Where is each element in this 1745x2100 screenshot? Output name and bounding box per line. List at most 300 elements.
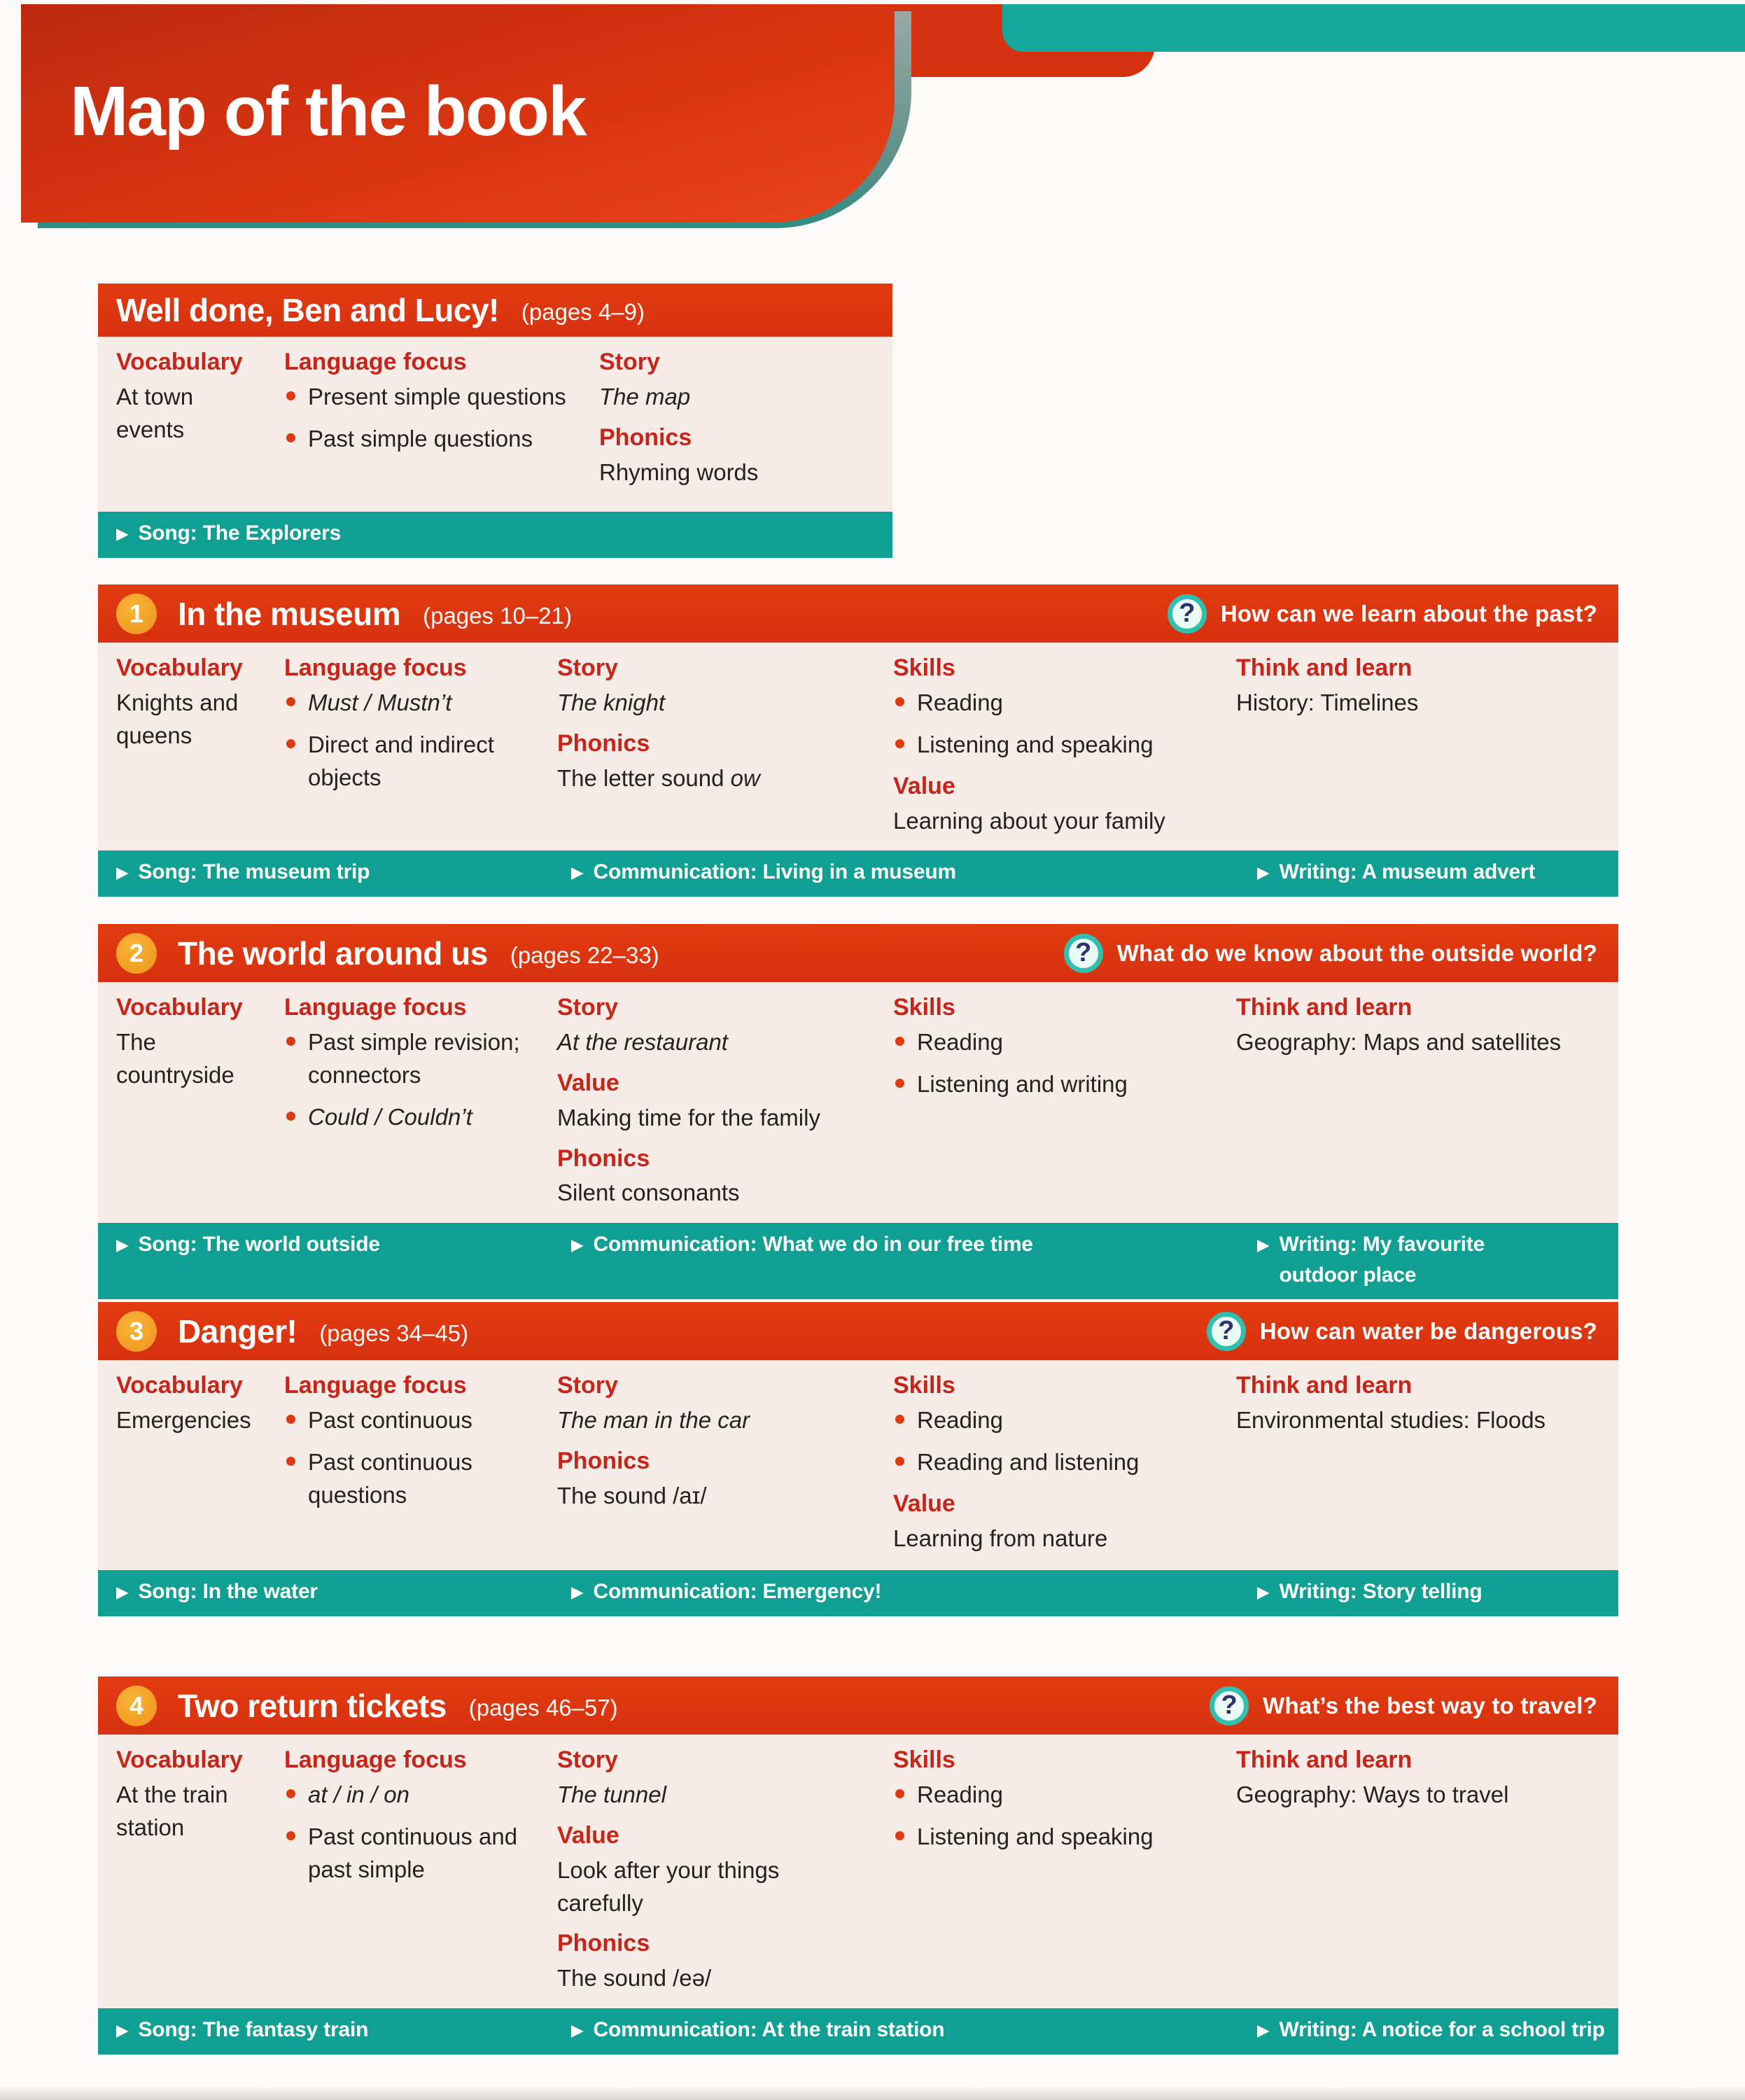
column-heading xyxy=(599,346,862,379)
text-segment: Phonics xyxy=(557,729,650,757)
footer-song xyxy=(116,1576,318,1607)
text-segment: Listening and speaking xyxy=(917,1823,1154,1849)
unit-header xyxy=(98,1676,1618,1735)
footer-cell-2 xyxy=(1257,2015,1611,2045)
text-segment: Think and learn xyxy=(1236,1746,1413,1773)
text-segment: Story xyxy=(557,1746,618,1773)
text-segment: At the restaurant xyxy=(557,1028,728,1055)
text-segment: Geography: Maps and satellites xyxy=(1236,1028,1562,1055)
text-segment: Language focus xyxy=(284,349,467,375)
column-text xyxy=(1236,687,1588,720)
text-segment: Direct and indirect objects xyxy=(308,731,494,790)
unit-question: How can water be dangerous? xyxy=(1259,1317,1597,1344)
unit-body xyxy=(98,982,1618,1223)
bullet-dot-icon xyxy=(895,1037,904,1046)
unit-header xyxy=(98,584,1618,643)
column-heading xyxy=(557,728,869,760)
bullet-text xyxy=(308,423,533,456)
bullet-dot-icon xyxy=(286,739,295,748)
unit-column-1 xyxy=(284,341,599,500)
text-segment: Value xyxy=(557,1069,619,1096)
column-heading xyxy=(1236,1744,1588,1777)
unit-question-group xyxy=(1207,1312,1597,1351)
column-heading xyxy=(284,652,533,685)
bullet-text xyxy=(917,1779,1003,1812)
play-arrow-icon: ▶ xyxy=(1257,863,1270,882)
bullet-dot-icon xyxy=(895,1415,904,1424)
text-segment: Vocabulary xyxy=(116,1746,243,1773)
play-arrow-icon: ▶ xyxy=(1257,1236,1270,1254)
bullet-item xyxy=(893,1821,1212,1854)
column-text xyxy=(116,687,260,752)
bullet-dot-icon xyxy=(895,1789,904,1798)
unit-column-4 xyxy=(1236,1364,1611,1559)
column-text xyxy=(557,762,869,795)
bullet-text xyxy=(308,1101,472,1134)
footer-song xyxy=(116,518,341,549)
play-arrow-icon: ▶ xyxy=(116,1583,129,1601)
column-text xyxy=(116,381,260,447)
column-heading xyxy=(284,1370,533,1402)
unit-pages: (pages 4–9) xyxy=(521,299,645,325)
column-heading xyxy=(116,1744,260,1777)
column-heading xyxy=(116,346,260,379)
text-segment: Past simple revision; connectors xyxy=(308,1028,520,1088)
question-icon: ? xyxy=(1168,594,1207,634)
footer-communication xyxy=(571,2015,944,2045)
footer-writing-text: Writing: A museum advert xyxy=(1279,860,1536,884)
text-segment: At town events xyxy=(116,383,194,442)
text-segment: Reading and listening xyxy=(917,1448,1140,1475)
bullet-dot-icon xyxy=(286,433,295,442)
text-segment: Value xyxy=(893,772,955,799)
bullet-dot-icon xyxy=(286,391,295,400)
unit-question: What do we know about the outside world? xyxy=(1116,939,1597,966)
text-segment: Skills xyxy=(893,654,955,681)
column-text xyxy=(557,1962,869,1995)
bullet-text xyxy=(308,1821,533,1886)
footer-communication-text: Communication: Emergency! xyxy=(593,1580,882,1603)
unit-body xyxy=(98,1735,1618,2008)
column-heading xyxy=(1236,1370,1588,1402)
footer-song xyxy=(116,2015,368,2045)
bullet-text xyxy=(308,1404,472,1437)
unit-column-0 xyxy=(116,1739,284,1997)
footer-cell-0 xyxy=(116,518,885,549)
unit-column-4 xyxy=(1236,986,1611,1212)
play-arrow-icon: ▶ xyxy=(1257,2021,1270,2040)
text-segment: Story xyxy=(557,654,618,681)
text-segment: Environmental studies: Floods xyxy=(1236,1406,1546,1433)
text-segment: Vocabulary xyxy=(116,994,243,1021)
text-segment: ow xyxy=(730,764,760,791)
bullet-item xyxy=(284,1026,533,1092)
bullet-item xyxy=(284,687,533,720)
text-segment: Phonics xyxy=(557,1144,650,1172)
unit-column-4 xyxy=(1236,647,1611,839)
bullet-text xyxy=(308,687,451,720)
question-icon: ? xyxy=(1210,1686,1249,1726)
text-segment: Making time for the family xyxy=(557,1104,820,1130)
unit-column-1 xyxy=(284,986,557,1212)
text-segment: Vocabulary xyxy=(116,654,243,681)
unit-pages: (pages 46–57) xyxy=(468,1694,618,1721)
bullet-item xyxy=(284,1404,533,1437)
bullet-item xyxy=(284,1821,533,1886)
column-text xyxy=(557,1854,869,1920)
text-segment: The sound /eə/ xyxy=(557,1965,712,1991)
bullet-dot-icon xyxy=(286,1037,295,1046)
text-segment: Think and learn xyxy=(1236,1372,1413,1399)
column-text xyxy=(557,1102,869,1135)
bullet-dot-icon xyxy=(895,1079,904,1088)
text-segment: Reading xyxy=(917,1781,1003,1807)
footer-communication-text: Communication: What we do in our free time xyxy=(593,1233,1033,1256)
text-segment: Emergencies xyxy=(116,1406,251,1433)
column-heading xyxy=(284,1744,533,1777)
bullet-dot-icon xyxy=(286,1831,295,1840)
column-heading xyxy=(116,652,260,685)
text-segment: Listening and speaking xyxy=(917,731,1154,757)
unit-block-4 xyxy=(98,1676,1618,2054)
column-heading xyxy=(1236,652,1588,685)
text-segment: Listening and writing xyxy=(917,1070,1128,1097)
unit-title: Two return tickets xyxy=(178,1687,447,1724)
column-text xyxy=(1236,1779,1588,1812)
column-text xyxy=(557,1404,869,1437)
text-segment: Geography: Ways to travel xyxy=(1236,1781,1509,1807)
text-segment: At the train station xyxy=(116,1781,228,1840)
unit-title: Well done, Ben and Lucy! xyxy=(116,292,499,328)
column-heading xyxy=(599,422,862,454)
unit-footer xyxy=(98,1570,1618,1616)
unit-column-1 xyxy=(284,1364,557,1559)
column-heading xyxy=(1236,992,1588,1024)
bullet-text xyxy=(917,1821,1154,1854)
footer-writing xyxy=(1257,1229,1565,1290)
bullet-dot-icon xyxy=(286,1789,295,1798)
unit-block-3 xyxy=(98,1302,1618,1616)
text-segment: Past continuous questions xyxy=(308,1448,472,1508)
unit-column-0 xyxy=(116,1364,284,1559)
unit-pages: (pages 10–21) xyxy=(423,602,572,629)
unit-column-0 xyxy=(116,341,284,500)
unit-column-0 xyxy=(116,986,284,1212)
text-segment: Value xyxy=(893,1490,955,1517)
unit-block-2 xyxy=(98,924,1618,1299)
text-segment: Past continuous xyxy=(308,1406,472,1433)
text-segment: Story xyxy=(557,1372,618,1399)
text-segment: The letter sound xyxy=(557,764,731,791)
unit-question: What’s the best way to travel? xyxy=(1263,1692,1597,1718)
play-arrow-icon: ▶ xyxy=(571,1583,584,1601)
bullet-text xyxy=(308,1026,533,1092)
text-segment: Language focus xyxy=(284,994,467,1021)
unit-column-0 xyxy=(116,647,284,839)
text-segment: The tunnel xyxy=(557,1781,666,1807)
column-heading xyxy=(116,1370,260,1402)
bullet-text xyxy=(917,1068,1128,1101)
bullet-item xyxy=(284,423,575,456)
column-text xyxy=(116,1779,260,1844)
text-segment: Reading xyxy=(917,1028,1003,1055)
footer-cell-0 xyxy=(116,857,571,888)
unit-question-group xyxy=(1168,594,1597,634)
unit-column-2 xyxy=(557,1739,893,1997)
text-segment: Could / Couldn’t xyxy=(308,1103,472,1130)
text-segment: Story xyxy=(557,994,618,1021)
footer-cell-0 xyxy=(116,1576,571,1607)
column-heading xyxy=(893,652,1212,685)
text-segment: Think and learn xyxy=(1236,654,1413,681)
column-heading xyxy=(893,771,1212,803)
bullet-dot-icon xyxy=(895,1831,904,1840)
text-segment: Language focus xyxy=(284,1372,467,1399)
bullet-dot-icon xyxy=(895,1457,904,1466)
unit-footer xyxy=(98,2008,1618,2054)
text-segment: History: Timelines xyxy=(1236,689,1419,715)
bullet-item xyxy=(284,1101,533,1134)
unit-title: In the museum xyxy=(178,595,401,632)
unit-column-3 xyxy=(893,647,1236,839)
play-arrow-icon: ▶ xyxy=(571,1236,584,1254)
column-text xyxy=(116,1404,260,1437)
play-arrow-icon: ▶ xyxy=(1257,1583,1270,1601)
footer-cell-1 xyxy=(571,2015,1257,2045)
unit-column-2 xyxy=(557,1364,893,1559)
footer-song-text: Song: The museum trip xyxy=(138,860,370,884)
unit-column-4 xyxy=(1236,1739,1611,1997)
bullet-text xyxy=(917,1404,1003,1437)
footer-song-text: Song: The world outside xyxy=(138,1233,380,1256)
page-title: Map of the book xyxy=(70,72,586,150)
text-segment: Reading xyxy=(917,689,1003,715)
unit-question-group xyxy=(1210,1686,1597,1726)
unit-footer xyxy=(98,512,892,558)
column-heading xyxy=(557,1928,869,1960)
unit-body xyxy=(98,1360,1618,1570)
bullet-dot-icon xyxy=(895,697,904,706)
bullet-item xyxy=(893,1404,1212,1437)
column-text xyxy=(557,1480,869,1513)
footer-cell-2 xyxy=(1257,1576,1611,1607)
bullet-item xyxy=(893,729,1212,762)
unit-column-2 xyxy=(557,986,893,1212)
column-heading xyxy=(893,992,1212,1024)
unit-body xyxy=(98,643,1618,850)
footer-communication-text: Communication: At the train station xyxy=(593,2018,945,2042)
unit-header xyxy=(98,924,1618,982)
footer-song xyxy=(116,857,370,888)
footer-cell-2 xyxy=(1257,1229,1611,1290)
text-segment: Vocabulary xyxy=(116,349,243,375)
column-heading xyxy=(557,1143,869,1175)
text-segment: Skills xyxy=(893,1746,955,1773)
column-text xyxy=(599,381,862,414)
column-heading xyxy=(557,992,869,1024)
unit-number-badge: 3 xyxy=(116,1311,157,1352)
unit-column-3 xyxy=(893,1364,1236,1559)
bullet-item xyxy=(893,687,1212,720)
bullet-text xyxy=(917,687,1003,720)
unit-header xyxy=(98,1302,1618,1360)
column-text xyxy=(599,456,862,489)
footer-cell-1 xyxy=(571,1576,1257,1607)
unit-pages: (pages 22–33) xyxy=(510,941,659,968)
bullet-dot-icon xyxy=(286,1112,295,1121)
footer-writing-text: Writing: A notice for a school trip xyxy=(1279,2018,1605,2042)
text-segment: Value xyxy=(557,1821,619,1849)
column-text xyxy=(1236,1026,1588,1059)
column-text xyxy=(557,687,869,720)
text-segment: Past simple questions xyxy=(308,425,533,451)
column-heading xyxy=(557,652,869,685)
unit-header xyxy=(98,284,892,337)
bullet-text xyxy=(917,729,1154,762)
unit-number-badge: 1 xyxy=(116,594,157,634)
text-segment: The sound /aɪ/ xyxy=(557,1482,707,1508)
text-segment: Skills xyxy=(893,1372,955,1399)
text-segment: Rhyming words xyxy=(599,458,759,485)
text-segment: Learning about your family xyxy=(893,807,1165,834)
page-bottom-edge xyxy=(0,2086,1745,2100)
footer-communication-text: Communication: Living in a museum xyxy=(593,860,956,884)
bullet-item xyxy=(893,1779,1212,1812)
column-heading xyxy=(557,1446,869,1478)
column-text xyxy=(1236,1404,1588,1437)
text-segment: Look after your things carefully xyxy=(557,1856,780,1916)
column-text xyxy=(557,1779,869,1812)
footer-communication xyxy=(571,857,956,888)
unit-number-badge: 2 xyxy=(116,933,157,974)
text-segment: The man in the car xyxy=(557,1406,750,1433)
footer-writing xyxy=(1257,2015,1605,2045)
play-arrow-icon: ▶ xyxy=(571,863,584,882)
unit-pages: (pages 34–45) xyxy=(319,1320,469,1346)
unit-title: Danger! xyxy=(178,1312,297,1350)
column-heading xyxy=(893,1488,1212,1520)
bullet-item xyxy=(284,381,575,414)
column-text xyxy=(893,805,1212,838)
play-arrow-icon: ▶ xyxy=(571,2021,584,2040)
unit-title: The world around us xyxy=(178,934,488,972)
text-segment: Language focus xyxy=(284,654,467,681)
question-icon: ? xyxy=(1207,1312,1246,1351)
footer-song-text: Song: In the water xyxy=(138,1580,318,1603)
unit-block-1 xyxy=(98,584,1618,897)
bullet-dot-icon xyxy=(895,739,904,748)
play-arrow-icon: ▶ xyxy=(116,1236,129,1254)
bullet-dot-icon xyxy=(286,697,295,706)
unit-column-1 xyxy=(284,1739,557,1997)
column-text xyxy=(557,1026,869,1059)
bullet-text xyxy=(308,381,566,414)
column-heading xyxy=(284,346,575,379)
teal-ribbon xyxy=(1002,4,1745,52)
text-segment: The knight xyxy=(557,689,666,715)
text-segment: The map xyxy=(599,383,691,410)
column-text xyxy=(557,1177,869,1210)
column-heading xyxy=(557,1370,869,1402)
footer-communication xyxy=(571,1576,881,1607)
bullet-item xyxy=(284,1779,533,1812)
text-segment: Think and learn xyxy=(1236,994,1413,1021)
column-heading xyxy=(116,992,260,1024)
unit-block-0 xyxy=(98,284,892,558)
unit-column-2 xyxy=(557,647,893,839)
unit-footer xyxy=(98,1223,1618,1299)
footer-song xyxy=(116,1229,380,1260)
text-segment: at / in / on xyxy=(308,1781,409,1807)
bullet-text xyxy=(917,1446,1139,1479)
bullet-text xyxy=(308,1779,409,1812)
column-text xyxy=(116,1026,260,1092)
text-segment: Vocabulary xyxy=(116,1372,243,1399)
unit-footer xyxy=(98,850,1618,897)
text-segment: Phonics xyxy=(557,1447,650,1474)
text-segment: Silent consonants xyxy=(557,1180,740,1206)
unit-number-badge: 4 xyxy=(116,1686,157,1726)
text-segment: Language focus xyxy=(284,1746,467,1773)
text-segment: The countryside xyxy=(116,1028,234,1088)
unit-column-3 xyxy=(893,1739,1236,1997)
bullet-text xyxy=(308,1446,533,1512)
column-heading xyxy=(893,1744,1212,1777)
footer-writing-text: Writing: My favourite outdoor place xyxy=(1279,1233,1485,1287)
bullet-text xyxy=(917,1026,1003,1059)
bullet-item xyxy=(284,1446,533,1512)
play-arrow-icon: ▶ xyxy=(116,863,129,882)
column-heading xyxy=(557,1068,869,1100)
text-segment: Must / Mustn’t xyxy=(308,689,452,715)
footer-writing xyxy=(1257,1576,1483,1607)
footer-communication xyxy=(571,1229,1033,1260)
text-segment: Knights and queens xyxy=(116,689,239,748)
question-icon: ? xyxy=(1064,934,1103,973)
footer-cell-0 xyxy=(116,2015,571,2045)
footer-cell-1 xyxy=(571,857,1257,888)
text-segment: Phonics xyxy=(557,1930,650,1957)
column-heading xyxy=(284,992,533,1024)
column-heading xyxy=(557,1820,869,1852)
masthead xyxy=(21,4,895,223)
bullet-item xyxy=(893,1068,1212,1101)
text-segment: Skills xyxy=(893,994,955,1021)
unit-column-1 xyxy=(284,647,557,839)
text-segment: Phonics xyxy=(599,424,692,451)
footer-cell-1 xyxy=(571,1229,1257,1260)
unit-column-3 xyxy=(893,986,1236,1212)
bullet-item xyxy=(893,1446,1212,1479)
text-segment: Past continuous and past simple xyxy=(308,1823,518,1882)
footer-song-text: Song: The fantasy train xyxy=(138,2018,369,2042)
bullet-item xyxy=(893,1026,1212,1059)
column-heading xyxy=(893,1370,1212,1402)
footer-writing-text: Writing: Story telling xyxy=(1279,1580,1483,1603)
unit-question: How can we learn about the past? xyxy=(1220,600,1597,626)
unit-column-2 xyxy=(599,341,885,500)
column-text xyxy=(893,1522,1212,1555)
play-arrow-icon: ▶ xyxy=(116,524,129,542)
bullet-dot-icon xyxy=(286,1415,295,1424)
footer-song-text: Song: The Explorers xyxy=(138,522,342,545)
footer-cell-2 xyxy=(1257,857,1611,888)
text-segment: Present simple questions xyxy=(308,383,566,410)
unit-question-group xyxy=(1064,934,1597,973)
bullet-text xyxy=(308,729,533,794)
unit-body xyxy=(98,337,892,512)
text-segment: Story xyxy=(599,349,660,375)
